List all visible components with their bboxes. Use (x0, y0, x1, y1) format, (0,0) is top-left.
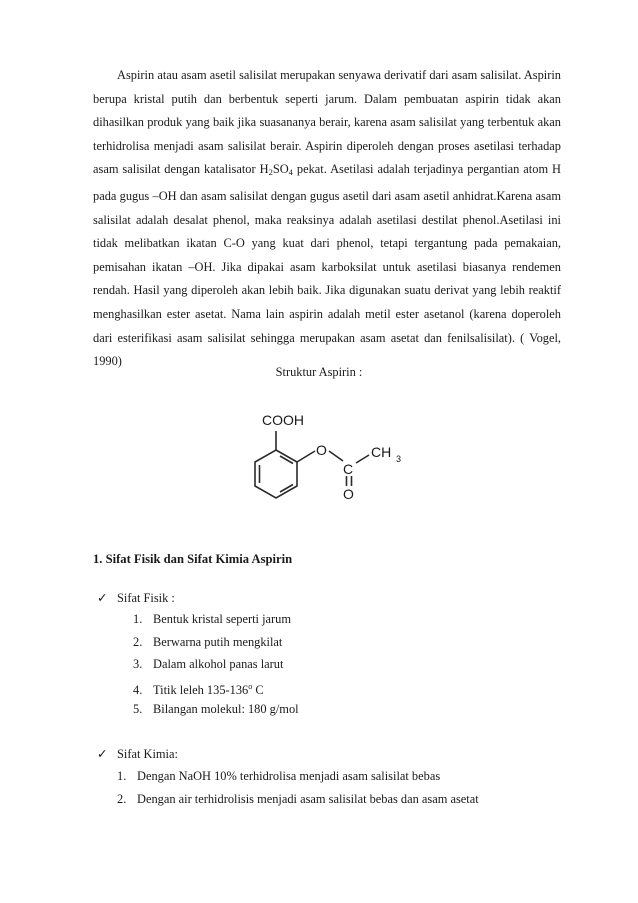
ring-double-bond-1 (280, 456, 293, 464)
bond-oxygen-carbon (329, 451, 343, 461)
ring-double-bond-2 (280, 485, 293, 493)
label-cooh: COOH (262, 412, 304, 428)
label-ch: CH (371, 444, 392, 460)
benzene-ring (255, 450, 297, 498)
intro-paragraph (93, 64, 561, 374)
list-item: 1. Bentuk kristal seperti jarum (133, 612, 291, 626)
bond-ring-oxygen (297, 451, 315, 462)
label-oxygen: O (316, 442, 327, 458)
label-subscript-3: 3 (396, 454, 402, 464)
check-icon: ✓ (97, 747, 108, 761)
chemical-heading-text: Sifat Kimia: (117, 747, 178, 761)
structure-caption: Struktur Aspirin : (275, 365, 363, 379)
list-item: 4. Titik leleh 135-136$^o$ C (133, 681, 264, 697)
check-icon: ✓ (97, 591, 108, 605)
list-item: 5. Bilangan molekul: 180 g/mol (133, 702, 299, 717)
label-carbon: C (343, 461, 354, 477)
benzene-hexagon (255, 450, 297, 498)
degree-superscript: o (248, 681, 253, 691)
formula-subscript-4: 4 (288, 167, 293, 178)
paragraph-text-part-1: Aspirin atau asam asetil salisilat merupakan senyawa derivatif dari asam salisilat. Aspirin berupa kristal putih dan berbentuk seperti jarum. Dalam pembuatan aspirin tidak akan dihasilkan produk yang baik jika suasananya berair, karena asam salisilat yang terbentuk akan terhidrolisa menjadi asam salisilat berair. Aspirin diperoleh dengan proses asetilasi terhadap asam salisilat dengan katalisator (93, 68, 561, 177)
formula-so: SO (272, 162, 289, 177)
bond-carbon-methyl (356, 455, 369, 463)
physical-heading-text: Sifat Fisik : (117, 591, 175, 605)
chemical-properties-list (117, 765, 479, 810)
section-title: 1. Sifat Fisik dan Sifat Kimia Aspirin (93, 552, 293, 566)
list-item: 3. Dalam alkohol panas larut (133, 657, 284, 672)
label-carbonyl-oxygen: O (343, 486, 354, 502)
formula-subscript-2: 2 (268, 167, 273, 178)
physical-properties-heading (97, 590, 175, 606)
paragraph-text-part-2: pekat. Asetilasi adalah terjadinya pergantian atom H pada gugus –OH dan asam salisilat dengan gugus asetil dari asam asetil anhidrat.Karena asam salisilat adalah desalat phenol, maka reaksinya adalah asetilasi destilat phenol.Asetilasi ini tidak melibatkan ikatan C-O yang kuat dari phenol, tetapi tergantung pada pemakaian, pemisahan ikatan –OH. Jika dipakai asam karboksilat untuk asetilasi biasanya rendemen rendah. Hasil yang diperoleh akan lebih baik. Jika digunakan suatu derivat yang lebih reaktif menghasilkan ester asetat. Nama lain aspirin adalah metil ester asetanol (karena doperoleh dari esterifikasi asam salisilat sehingga merupakan asam asetat dan fenilsalisilat). ( Vogel, 1990) (93, 162, 562, 369)
physical-properties-list (133, 608, 299, 721)
aspirin-structure-diagram (228, 405, 418, 515)
list-item: 2. Berwarna putih mengkilat (133, 634, 283, 649)
formula-h: H (259, 162, 269, 177)
chemical-properties-heading (97, 746, 178, 762)
list-item: 2. Dengan air terhidrolisis menjadi asam salisilat bebas dan asam asetat (117, 791, 479, 806)
list-item: 1. Dengan NaOH 10% terhidrolisa menjadi asam salisilat bebas (117, 769, 441, 783)
